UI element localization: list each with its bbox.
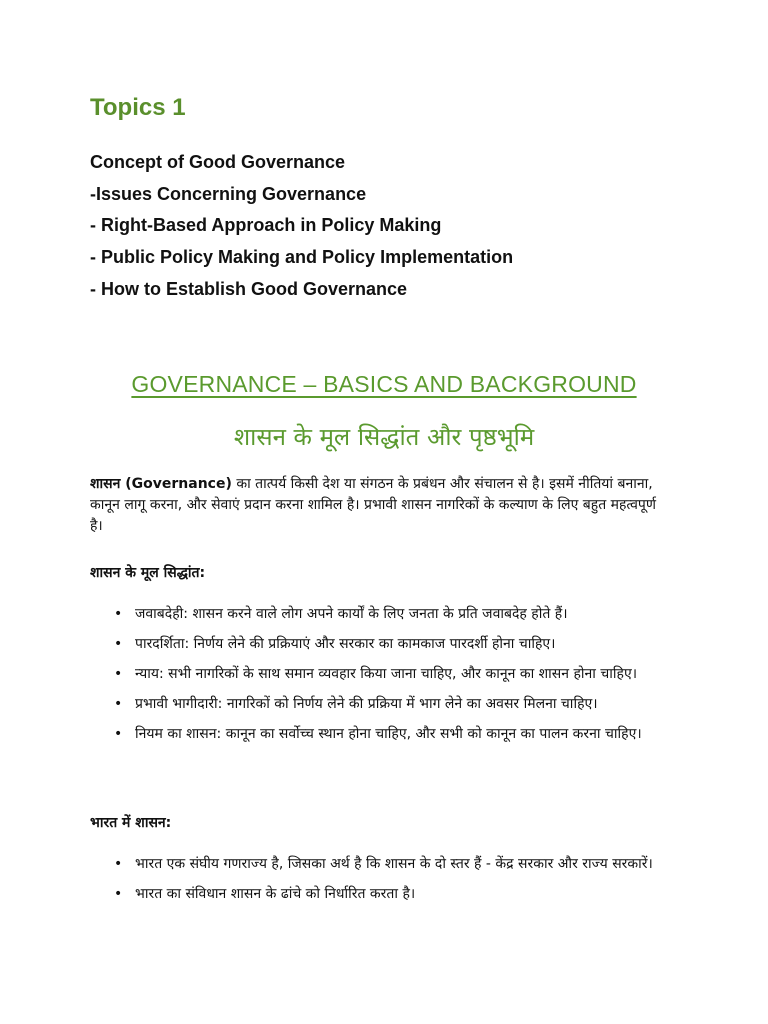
principle-item <box>90 695 670 714</box>
india-point-text: भारत का संविधान शासन के ढांचे को निर्धारित करता है। <box>135 886 416 902</box>
principle-text: नियम का शासन: कानून का सर्वोच्च स्थान होना चाहिए, और सभी को कानून का पालन करना चाहिए। <box>135 726 642 742</box>
topic-item: Concept of Good Governance <box>90 152 346 172</box>
topic-item: -Issues Concerning Governance <box>90 183 367 204</box>
principle-item <box>90 605 670 624</box>
topics-title: Topics 1 <box>90 94 186 121</box>
bullet-icon: • <box>114 726 123 742</box>
topic-item: - How to Establish Good Governance <box>90 278 408 299</box>
topics-list <box>90 147 513 306</box>
hindi-section-heading: शासन के मूल सिद्धांत और पृष्ठभूमि <box>233 423 535 451</box>
india-points-list <box>90 855 670 915</box>
intro-bold-term: शासन (Governance) <box>90 476 232 492</box>
india-point-item <box>90 885 670 904</box>
principles-label: शासन के मूल सिद्धांत: <box>90 565 206 581</box>
bullet-icon: • <box>114 666 123 682</box>
bullet-icon: • <box>114 886 123 902</box>
principle-text: प्रभावी भागीदारी: नागरिकों को निर्णय लेने की प्रक्रिया में भाग लेने का अवसर मिलना चाहिए। <box>135 696 598 712</box>
bullet-icon: • <box>114 856 123 872</box>
principle-item <box>90 635 670 654</box>
principle-text: पारदर्शिता: निर्णय लेने की प्रक्रियाएं और सरकार का कामकाज पारदर्शी होना चाहिए। <box>135 636 556 652</box>
bullet-icon: • <box>114 696 123 712</box>
india-point-text: भारत एक संघीय गणराज्य है, जिसका अर्थ है कि शासन के दो स्तर हैं - केंद्र सरकार और राज्य सरकारें। <box>135 856 653 872</box>
bullet-icon: • <box>114 606 123 622</box>
principles-list <box>90 605 670 755</box>
section-heading: GOVERNANCE – BASICS AND BACKGROUND <box>131 371 637 397</box>
india-label: भारत में शासन: <box>90 815 172 831</box>
topic-item: - Right-Based Approach in Policy Making <box>90 215 442 236</box>
principle-text: जवाबदेही: शासन करने वाले लोग अपने कार्यों के लिए जनता के प्रति जवाबदेह होते हैं। <box>135 606 568 622</box>
principle-item <box>90 725 670 744</box>
india-point-item <box>90 855 670 874</box>
intro-text: का तात्पर्य किसी देश या संगठन के प्रबंधन और संचालन से है। इसमें नीतियां बनाना, कानून लागू करना, और सेवाएं प्रदान करना शामिल है। प्रभावी शासन नागरिकों के कल्याण के लिए बहुत महत्वपूर्ण है। <box>90 476 656 534</box>
topic-item: - Public Policy Making and Policy Implementation <box>90 247 514 268</box>
principle-item <box>90 665 670 684</box>
intro-paragraph <box>90 474 670 537</box>
bullet-icon: • <box>114 636 123 652</box>
principle-text: न्याय: सभी नागरिकों के साथ समान व्यवहार किया जाना चाहिए, और कानून का शासन होना चाहिए। <box>135 666 638 682</box>
